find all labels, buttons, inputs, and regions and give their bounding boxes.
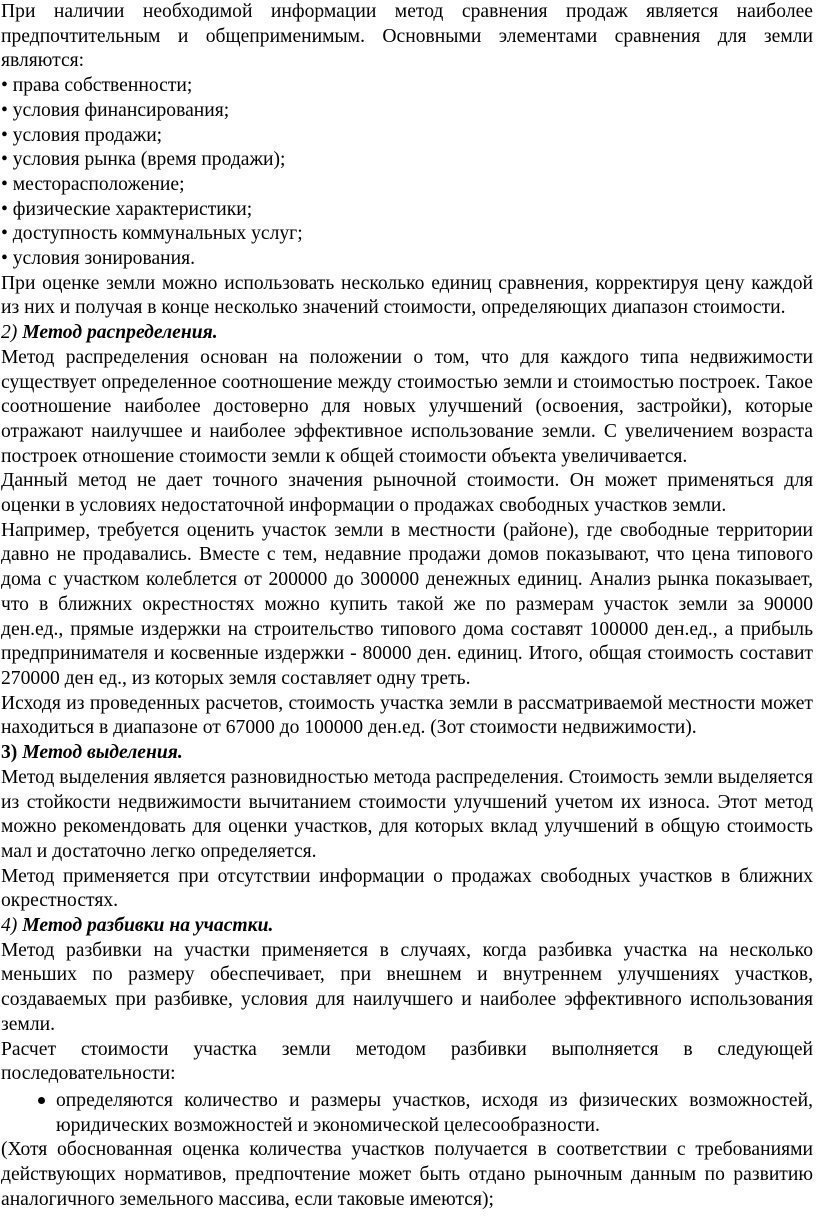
- paragraph: Например, требуется оценить участок земли в местности (районе), где свободные территории давно не продавались. Вместе с тем, недавние продажи домов показывают, что цена типового дома с участком колеблется от 200000 до 300000 денежных единиц. Анализ рынка показывает, что в ближних окрестностях можно купить такой же по размерам участок земли за 90000 ден.ед., прямые издержки на строительство типового дома составят 100000 ден.ед., а прибыль предпринимателя и косвенные издержки - 80000 ден. единиц. Итого, общая стоимость составит 270000 ден ед., из которых земля составляет одну треть.: [1, 519, 813, 689]
- list-item: • месторасположение;: [1, 173, 185, 195]
- comparison-elements-list: [1, 74, 813, 272]
- section-number: 2): [1, 322, 18, 344]
- section-title: Метод разбивки на участки.: [22, 915, 274, 937]
- steps-list: [1, 1089, 813, 1138]
- list-item: • права собственности;: [1, 75, 193, 97]
- section-title: Метод распределения.: [22, 322, 218, 344]
- list-item: • условия финансирования;: [1, 99, 230, 121]
- paragraph: Метод выделения является разновидностью метода распределения. Стоимость земли выделяется из стойкости недвижимости вычитанием стоимости улучшений учетом их износа. Этот метод можно рекомендовать для оценки участков, для которых вклад улучшений в общую стоимость мал и достаточно легко определяется.: [1, 766, 813, 862]
- paragraph: (Хотя обоснованная оценка количества участков получается в соответствии с требованиями действующих нормативов, предпочтение может быть отдано рыночным данным по развитию аналогичного земельного массива, если таковые имеются);: [1, 1139, 813, 1210]
- list-item: • физические характеристики;: [1, 198, 253, 220]
- intro-paragraph: При наличии необходимой информации метод сравнения продаж является наиболее предпочтительным и общеприменимым. Основными элементами сравнения для земли являются:: [1, 1, 813, 72]
- paragraph: Метод распределения основан на положении о том, что для каждого типа недвижимости существует определенное соотношение между стоимостью земли и стоимостью построек. Такое соотношение наиболее достоверно для новых улучшений (освоения, застройки), которые отражают наилучшее и наиболее эффективное использование земли. С увеличением возраста построек отношение стоимости земли к общей стоимости объекта увеличивается.: [1, 346, 813, 467]
- paragraph: Метод разбивки на участки применяется в случаях, когда разбивка участка на несколько меньших по размеру обеспечивает, при внешнем и внутреннем улучшениях участков, создаваемых при разбивке, условия для наилучшего и наиболее эффективного использования земли.: [1, 939, 813, 1035]
- list-item: • условия рынка (время продажи);: [1, 149, 286, 171]
- list-item: • доступность коммунальных услуг;: [1, 223, 303, 245]
- paragraph: Расчет стоимости участка земли методом разбивки выполняется в следующей последовательности:: [1, 1038, 813, 1085]
- section-heading-distribution: [1, 321, 813, 346]
- section-heading-extraction: [1, 741, 813, 766]
- paragraph: Исходя из проведенных расчетов, стоимость участка земли в рассматриваемой местности может находиться в диапазоне от 67000 до 100000 ден.ед. (Зот стоимости недвижимости).: [1, 692, 813, 739]
- section-heading-subdivision: [1, 914, 813, 939]
- list-item: • условия зонирования.: [1, 248, 196, 270]
- units-paragraph: При оценке земли можно использовать несколько единиц сравнения, корректируя цену каждой из них и получая в конце несколько значений стоимости, определяющих диапазон стоимости.: [1, 272, 813, 319]
- section-title: Метод выделения.: [22, 742, 183, 764]
- paragraph: Данный метод не дает точного значения рыночной стоимости. Он может применяться для оценки в условиях недостаточной информации о продажах свободных участков земли.: [1, 470, 813, 517]
- paragraph: Метод применяется при отсутствии информации о продажах свободных участков в ближних окрестностях.: [1, 865, 813, 912]
- list-item: определяются количество и размеры участков, исходя из физических возможностей, юридических возможностей и экономической целесообразности.: [38, 1089, 813, 1138]
- section-number: 4): [1, 915, 18, 937]
- section-number: 3): [1, 742, 18, 764]
- list-item: • условия продажи;: [1, 124, 163, 146]
